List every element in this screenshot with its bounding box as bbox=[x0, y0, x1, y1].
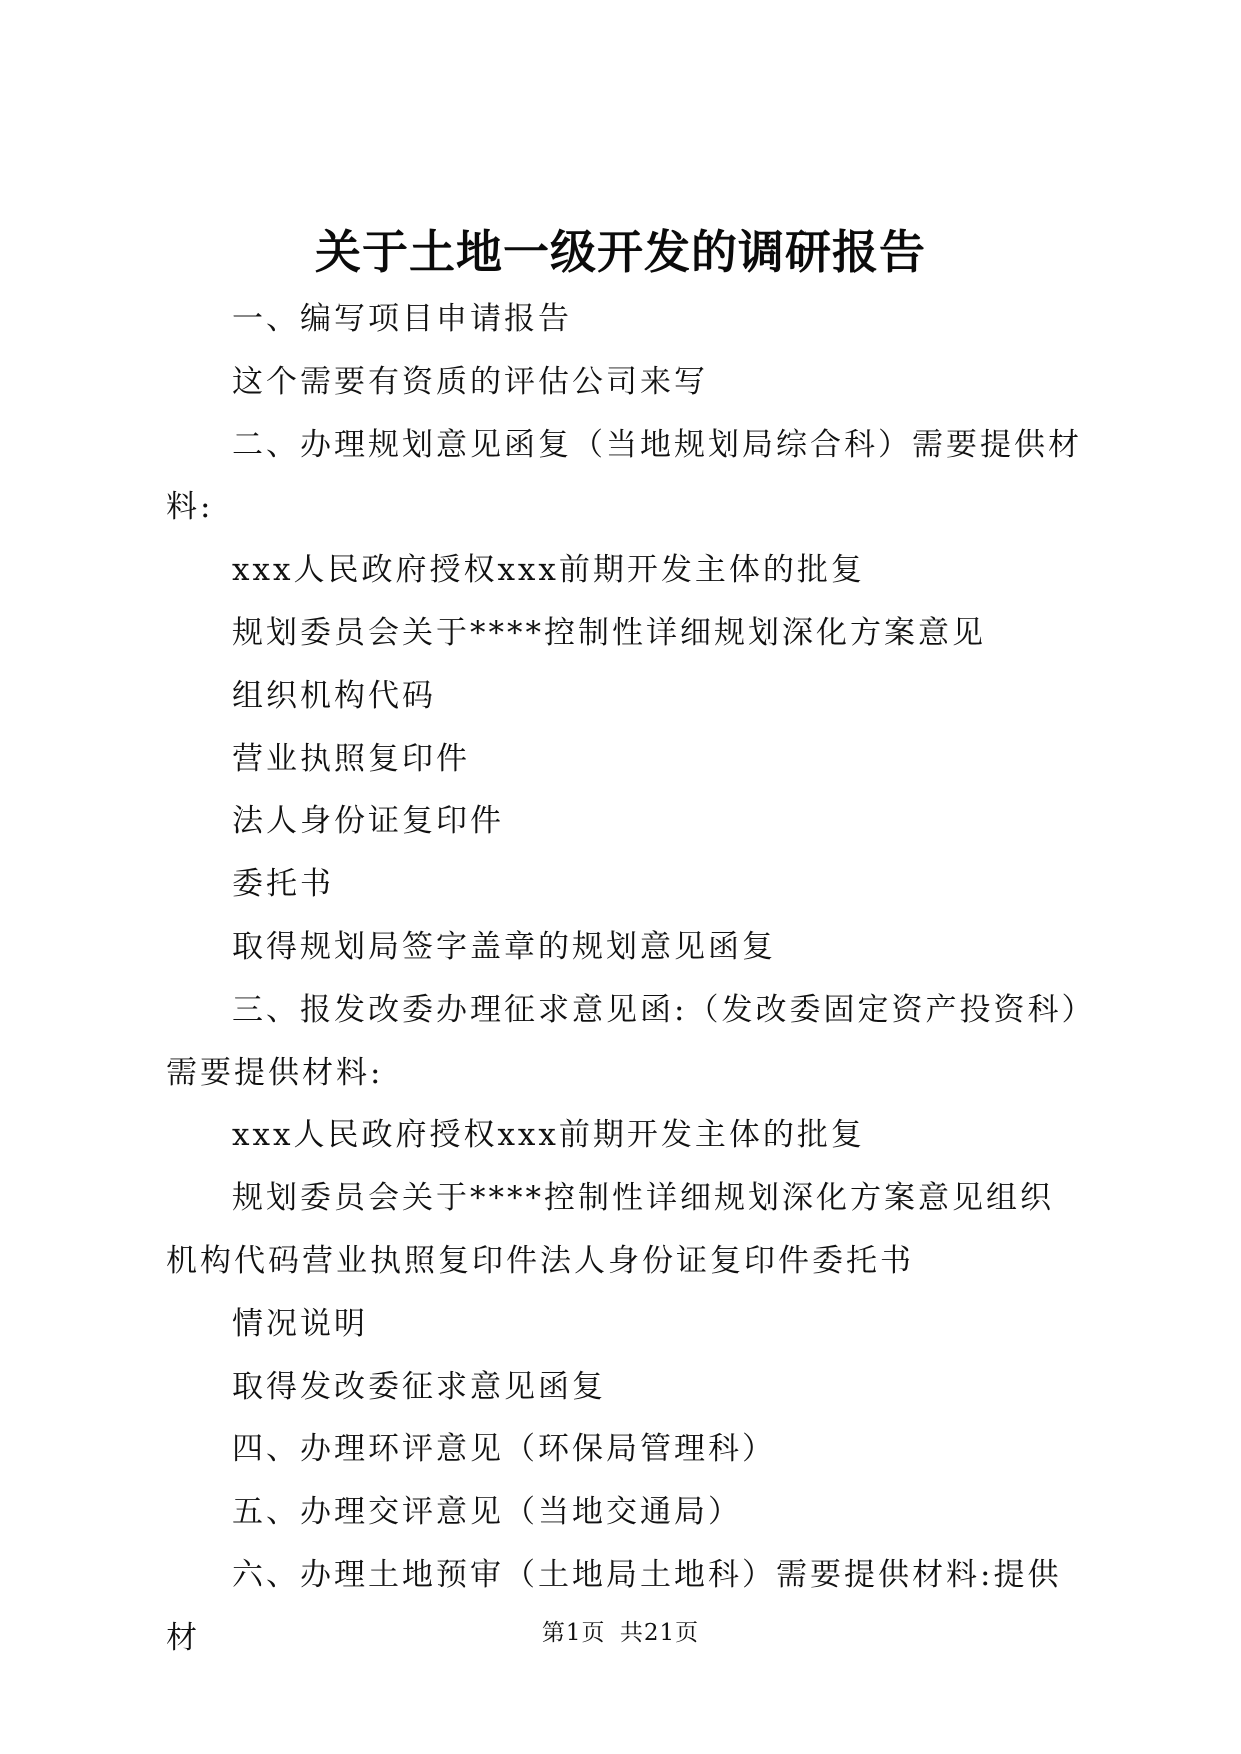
paragraph: 二、办理规划意见函复（当地规划局综合科）需要提供材料: bbox=[166, 426, 1082, 526]
paragraph: 营业执照复印件 bbox=[232, 740, 470, 777]
paragraph: 情况说明 bbox=[232, 1305, 368, 1342]
paragraph: 规划委员会关于****控制性详细规划深化方案意见组织机构代码营业执照复印件法人身份证复印件委托书 bbox=[166, 1180, 1054, 1279]
paragraph: 四、办理环评意见（环保局管理科） bbox=[232, 1431, 776, 1468]
paragraph: 组织机构代码 bbox=[232, 677, 436, 714]
page-footer bbox=[0, 1618, 1241, 1648]
paragraph: 取得规划局签字盖章的规划意见函复 bbox=[232, 928, 776, 965]
paragraph: 法人身份证复印件 bbox=[232, 803, 504, 840]
paragraph: xxx人民政府授权xxx前期开发主体的批复 bbox=[232, 552, 865, 589]
document-body bbox=[166, 288, 1084, 1670]
paragraph: 一、编写项目申请报告 bbox=[232, 301, 572, 337]
paragraph: 这个需要有资质的评估公司来写 bbox=[232, 363, 708, 400]
page-number: 第1页 bbox=[541, 1620, 606, 1646]
paragraph: 委托书 bbox=[232, 866, 334, 903]
paragraph: 五、办理交评意见（当地交通局） bbox=[232, 1494, 742, 1531]
paragraph: 取得发改委征求意见函复 bbox=[232, 1368, 606, 1405]
page-total: 共21页 bbox=[619, 1620, 700, 1646]
paragraph: 三、报发改委办理征求意见函:（发改委固定资产投资科）需要提供材料: bbox=[166, 991, 1080, 1091]
document-title: 关于土地一级开发的调研报告 bbox=[315, 225, 926, 279]
paragraph: xxx人民政府授权xxx前期开发主体的批复 bbox=[232, 1117, 865, 1154]
paragraph: 规划委员会关于****控制性详细规划深化方案意见 bbox=[232, 614, 986, 651]
paragraph: 六、办理土地预审（土地局土地科）需要提供材料:提供材 bbox=[166, 1556, 1062, 1656]
